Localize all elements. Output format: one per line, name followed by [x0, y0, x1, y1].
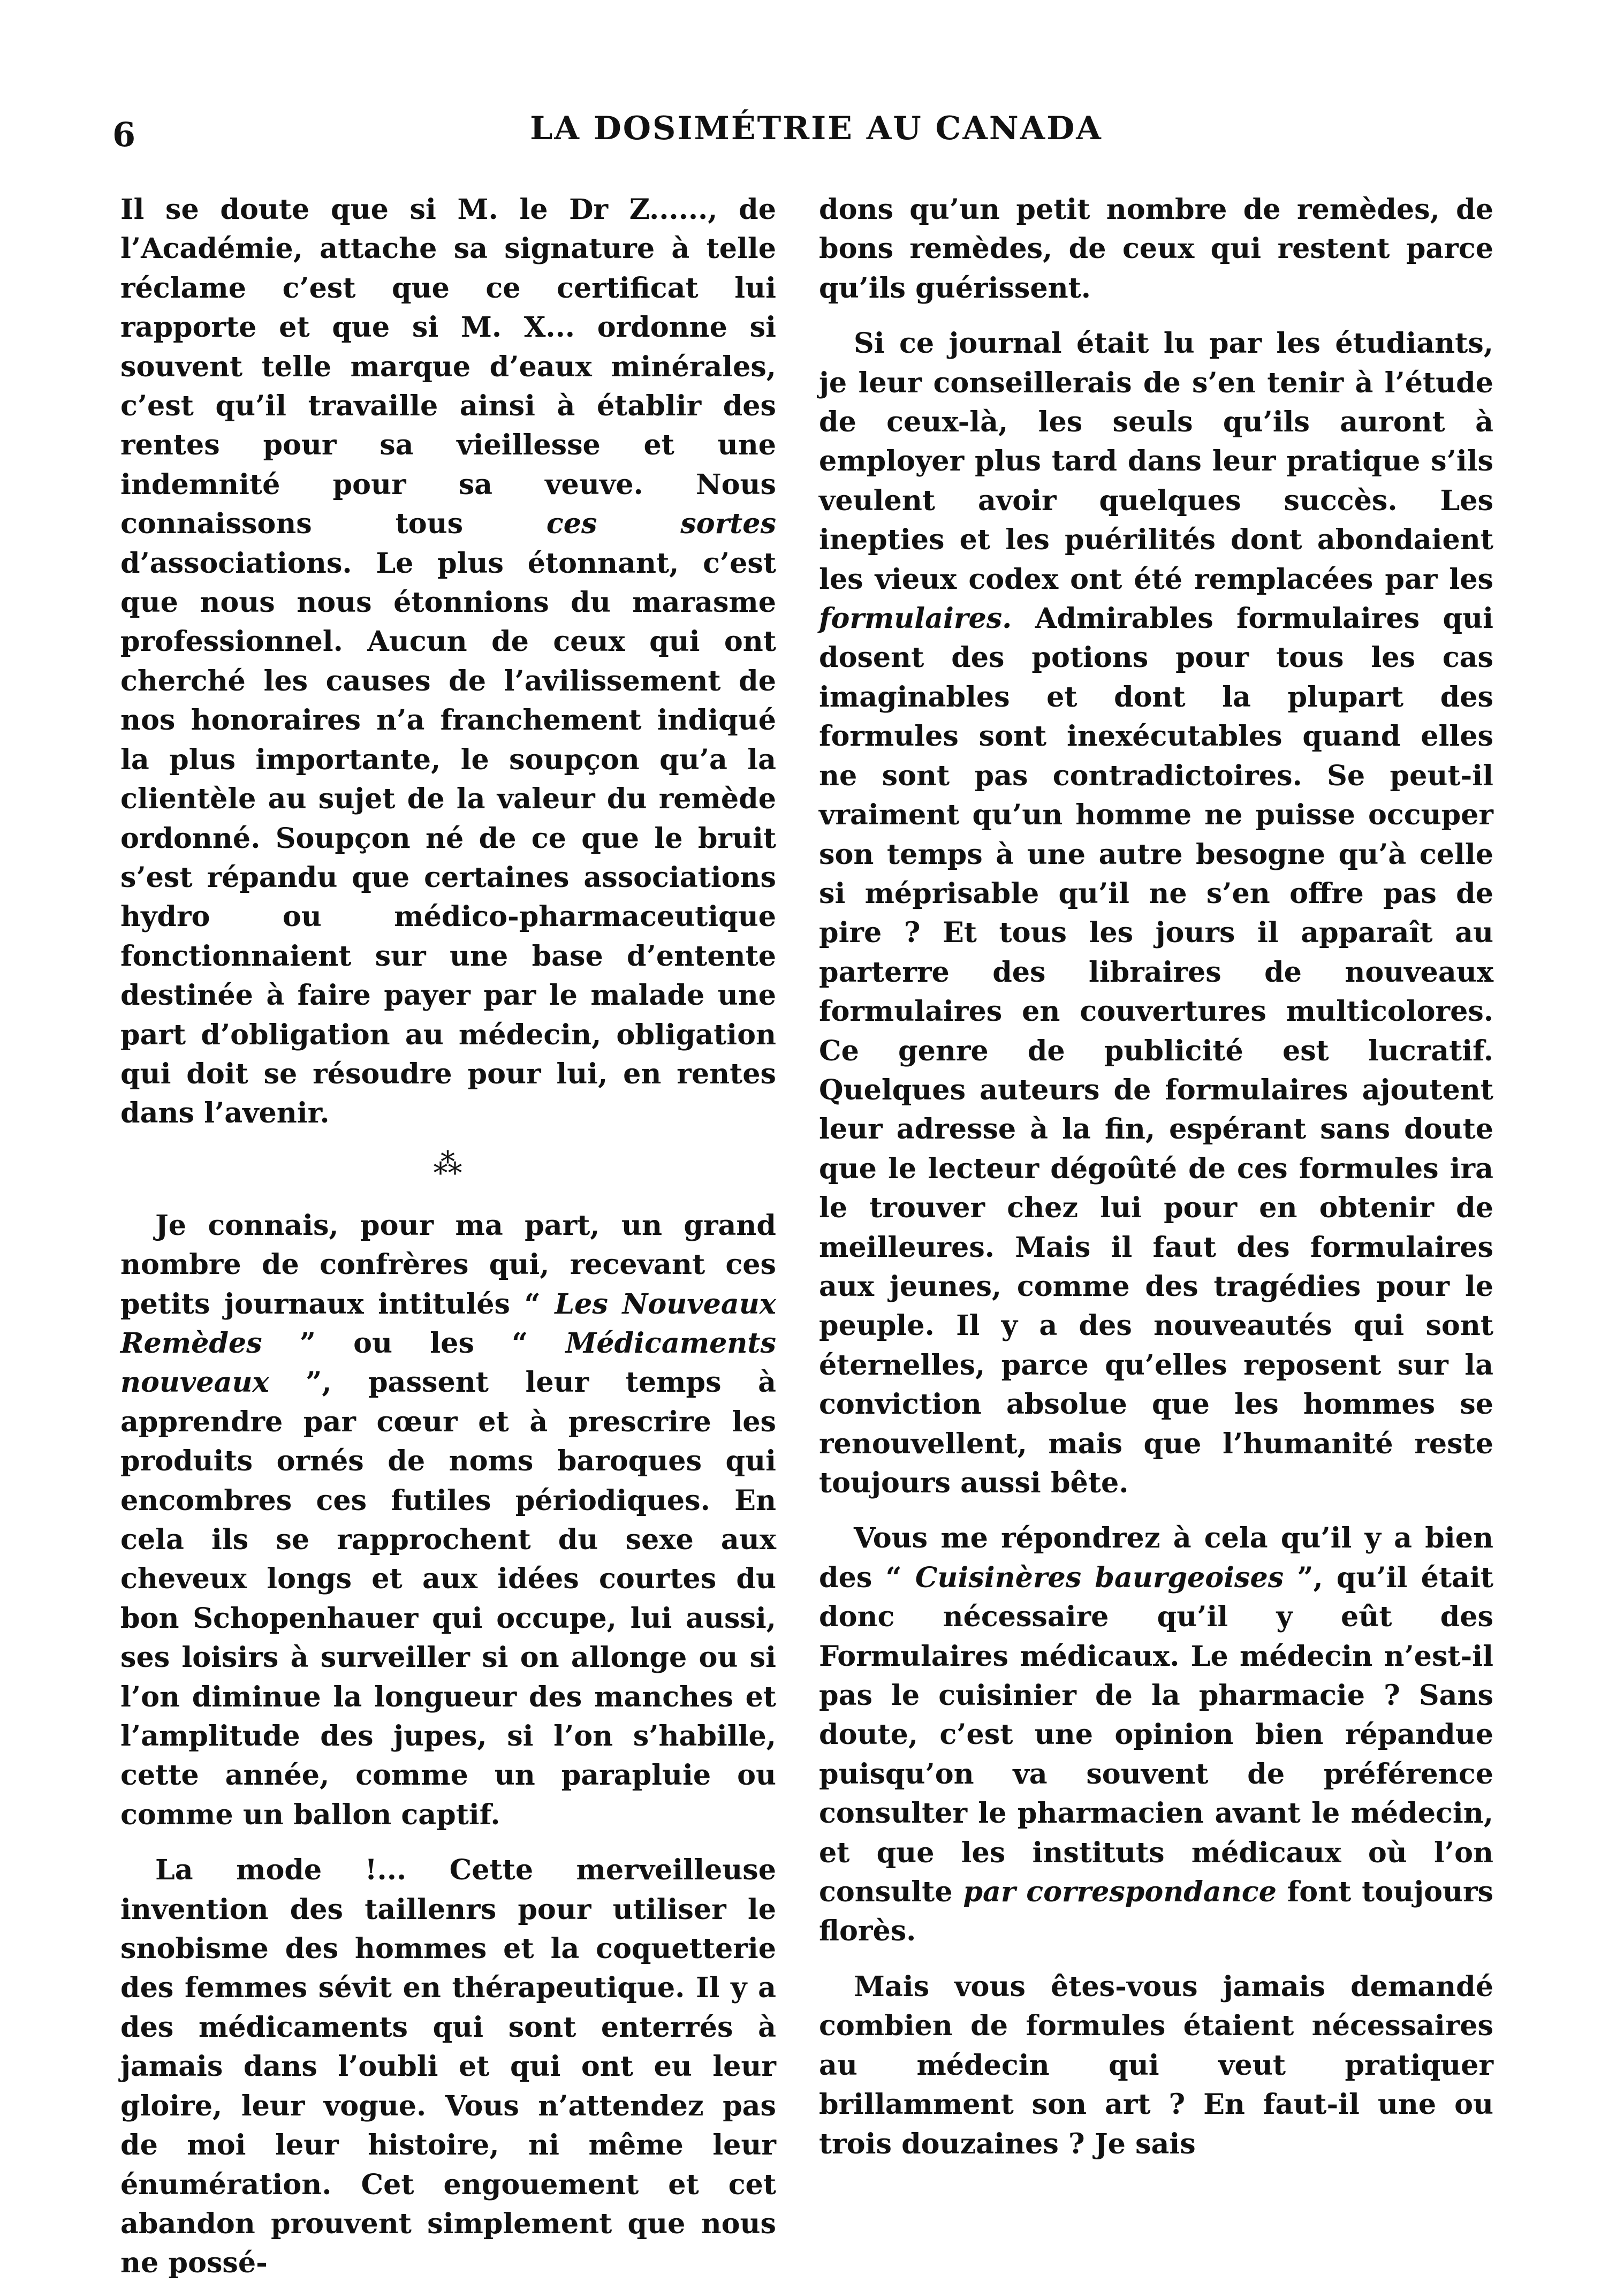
paragraph-6: Mais vous êtes-vous jamais demandé combien de formules étaient nécessaires au médecin qui veut pratiquer brillamment son art ? En faut-il une ou trois douzaines ? Je sais — [819, 1970, 1493, 2160]
page-header — [112, 110, 1520, 158]
page-number: 6 — [112, 115, 136, 154]
journal-title: Les Nouveaux Remèdes — [120, 1287, 776, 1360]
journal-title: Médicaments nouveaux — [120, 1326, 776, 1399]
emphasis-text: par correspondance — [963, 1876, 1277, 1909]
paragraph-1: Il se doute que si M. le Dr Z......, de l’Académie, attache sa signature à telle réclame c’est que ce certificat lui rapporte et que si M. X... ordonne si souvent telle marque d’eaux minérales, c’est qu’il travaille ainsi à établir des rentes pour sa vieillesse et une indemnité pour sa veuve. Nous connaissons tous ces sortes d’associations. Le plus étonnant, c’est que nous nous étonnions du marasme professionnel. Aucun de ceux qui ont cherché les causes de l’avilissement de nos honoraires n’a franchement indiqué la plus importante, le soupçon qu’a la clientèle au sujet de la valeur du remède ordonné. Soupçon né de ce que le bruit s’est répandu que certaines associations hydro ou médico-pharmaceutique fonctionnaient sur une base d’entente destinée à faire payer par le malade une part d’obligation au médecin, obligation qui doit se résoudre pour lui, en rentes dans l’avenir. — [120, 193, 777, 1130]
paragraph-continuation: dons qu’un petit nombre de remèdes, de bons remèdes, de ceux qui restent parce qu’ils guérissent. — [819, 193, 1493, 305]
left-column — [120, 190, 776, 2283]
paragraph-3: La mode !... Cette merveilleuse invention des taillenrs pour utiliser le snobisme des hommes et la coquetterie des femmes sévit en thérapeutique. Il y a des médicaments qui sont enterrés à jamais dans l’oubli et qui ont eu leur gloire, leur vogue. Vous n’attendez pas de moi leur histoire, ni même leur énumération. Cet engouement et cet abandon prouvent simplement que nous ne possé- — [120, 1854, 776, 2280]
emphasis-text: ces sortes — [546, 507, 777, 541]
asterism-divider: ⁂ — [433, 1147, 464, 1181]
paragraph-2: Je connais, pour ma part, un grand nombre de confrères qui, recevant ces petits journaux intitulés “ Les Nouveaux Remèdes ” ou les “ Médicaments nouveaux ”, passent leur temps à apprendre par cœur et à prescrire les produits ornés de noms baroques qui encombres ces futiles périodiques. En cela ils se rapprochent du sexe aux cheveux longs et aux idées courtes du bon Schopenhauer qui occupe, lui aussi, ses loisirs à surveiller si on allonge ou si l’on diminue la longueur des manches et l’amplitude des jupes, si l’on s’habille, cette année, comme un parapluie ou comme un ballon captif. — [120, 1209, 776, 1831]
emphasis-text: formulaires. — [819, 602, 1012, 635]
paragraph-5: Vous me répondrez à cela qu’il y a bien des “ Cuisinères baurgeoises ”, qu’il était donc nécessaire qu’il y eût des Formulaires médicaux. Le médecin n’est-il pas le cuisinier de la pharmacie ? Sans doute, c’est une opinion bien répandue puisqu’on va souvent de préférence consulter le pharmacien avant le médecin, et que les instituts médicaux où l’on consulte par correspondance font toujours florès. — [819, 1522, 1494, 1948]
right-column — [819, 190, 1493, 2164]
book-title: Cuisinères baurgeoises — [915, 1561, 1284, 1594]
paragraph-4: Si ce journal était lu par les étudiants, je leur conseillerais de s’en tenir à l’étude de ceux-là, les seuls qu’ils auront à employer plus tard dans leur pratique s’ils veulent avoir quelques succès. Les inepties et les puérilités dont abondaient les vieux codex ont été remplacées par les formulaires. Admirables formulaires qui dosent des potions pour tous les cas imaginables et dont la plupart des formules sont inexécutables quand elles ne sont pas contradictoires. Se peut-il vraiment qu’un homme ne puisse occuper son temps à une autre besogne qu’à celle si méprisable qu’il ne s’en offre pas de pire ? Et tous les jours il apparaît au parterre des libraires de nouveaux formulaires en couvertures multicolores. Ce genre de publicité est lucratif. Quelques auteurs de formulaires ajoutent leur adresse à la fin, espérant sans doute que le lecteur dégoûté de ces formules ira le trouver chez lui pour en obtenir de meilleures. Mais il faut des formulaires aux jeunes, comme des tragédies pour le peuple. Il y a des nouveautés qui sont éternelles, parce qu’elles reposent sur la conviction absolue que les hommes se renouvellent, mais que l’humanité reste toujours aussi bête. — [819, 327, 1493, 1499]
running-title: LA DOSIMÉTRIE AU CANADA — [530, 110, 1103, 147]
